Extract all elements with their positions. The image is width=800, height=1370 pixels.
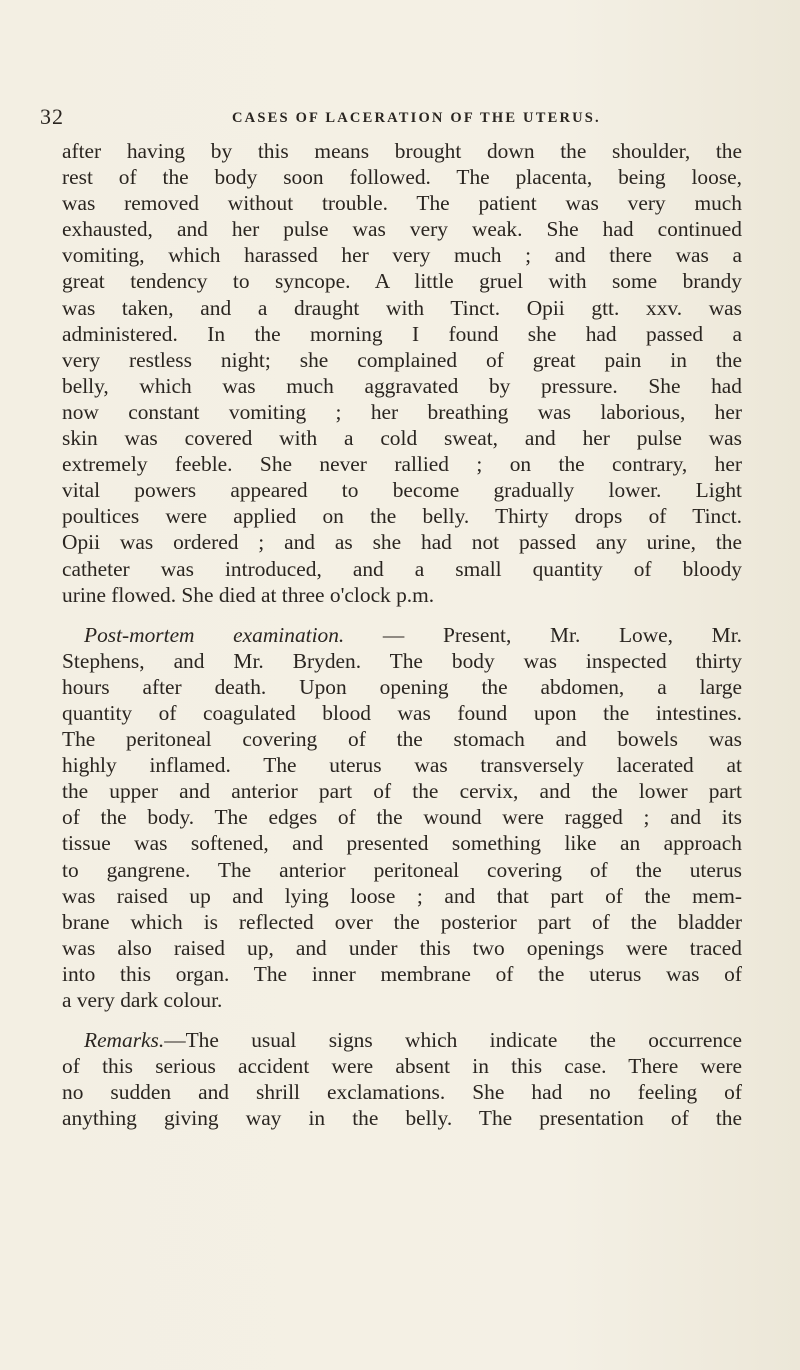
paragraph-remarks (62, 1027, 742, 1131)
paragraph-case-narrative (62, 138, 742, 608)
text-line: of the body. The edges of the wound were ragged ; and its (62, 805, 742, 830)
text-line (62, 1027, 742, 1053)
page-number: 32 (40, 104, 64, 129)
text-line: urine flowed. She died at three o'clock p.m. (62, 582, 435, 607)
body-text (62, 138, 742, 1131)
text-line: after having by this means brought down the shoulder, the (62, 139, 742, 163)
text-line: a very dark colour. (62, 988, 223, 1012)
text-line: the upper and anterior part of the cervix, and the lower part (62, 779, 742, 804)
text-line: was taken, and a draught with Tinct. Opii gtt. xxv. was (62, 295, 742, 320)
text-line: Opii was ordered ; and as she had not passed any urine, the (62, 530, 742, 555)
text-line (62, 622, 742, 648)
text-line: tissue was softened, and presented something like an approach (62, 831, 742, 856)
text-line: anything giving way in the belly. The presentation of the (62, 1106, 742, 1131)
text-line: now constant vomiting ; her breathing was laborious, her (62, 399, 742, 424)
text-line: vomiting, which harassed her very much ; and there was a (62, 243, 742, 268)
paragraph-post-mortem (62, 622, 742, 1013)
text-line: exhausted, and her pulse was very weak. She had continued (62, 217, 742, 242)
text-line: The peritoneal covering of the stomach and bowels was (62, 727, 742, 752)
text-line: catheter was introduced, and a small quantity of bloody (62, 556, 742, 581)
text-line: was raised up and lying loose ; and that part of the mem- (62, 883, 742, 908)
text-line: was also raised up, and under this two openings were traced (62, 935, 742, 960)
text-line: brane which is reflected over the posterior part of the bladder (62, 909, 742, 934)
text-line: to gangrene. The anterior peritoneal covering of the uterus (62, 857, 742, 882)
text-line: belly, which was much aggravated by pressure. She had (62, 373, 742, 398)
running-title: CASES OF LACERATION OF THE UTERUS. (232, 110, 601, 126)
text-line: extremely feeble. She never rallied ; on the contrary, her (62, 452, 742, 477)
text-line: quantity of coagulated blood was found upon the intestines. (62, 700, 742, 725)
text-line: Stephens, and Mr. Bryden. The body was inspected thirty (62, 648, 742, 673)
post-mortem-heading: Post-mortem examination. (84, 622, 345, 647)
text-line: into this organ. The inner membrane of the uterus was of (62, 961, 742, 986)
text-line: hours after death. Upon opening the abdomen, a large (62, 674, 742, 699)
remarks-heading: Remarks. (84, 1028, 165, 1053)
text-line: no sudden and shrill exclamations. She had no feeling of (62, 1080, 742, 1105)
text-line: great tendency to syncope. A little gruel with some brandy (62, 269, 742, 294)
text-line: rest of the body soon followed. The placenta, being loose, (62, 165, 742, 190)
text-line: highly inflamed. The uterus was transversely lacerated at (62, 753, 742, 778)
text-run: — Present, Mr. Lowe, Mr. (344, 622, 742, 647)
text-run: —The usual signs which indicate the occurrence (164, 1028, 742, 1053)
text-line: skin was covered with a cold sweat, and her pulse was (62, 426, 742, 451)
running-head (40, 104, 780, 134)
text-line: of this serious accident were absent in this case. There were (62, 1054, 742, 1079)
text-line: administered. In the morning I found she had passed a (62, 321, 742, 346)
text-line: very restless night; she complained of great pain in the (62, 347, 742, 372)
text-line: poultices were applied on the belly. Thirty drops of Tinct. (62, 504, 742, 529)
text-line: was removed without trouble. The patient was very much (62, 191, 742, 216)
text-line: vital powers appeared to become gradually lower. Light (62, 478, 742, 503)
